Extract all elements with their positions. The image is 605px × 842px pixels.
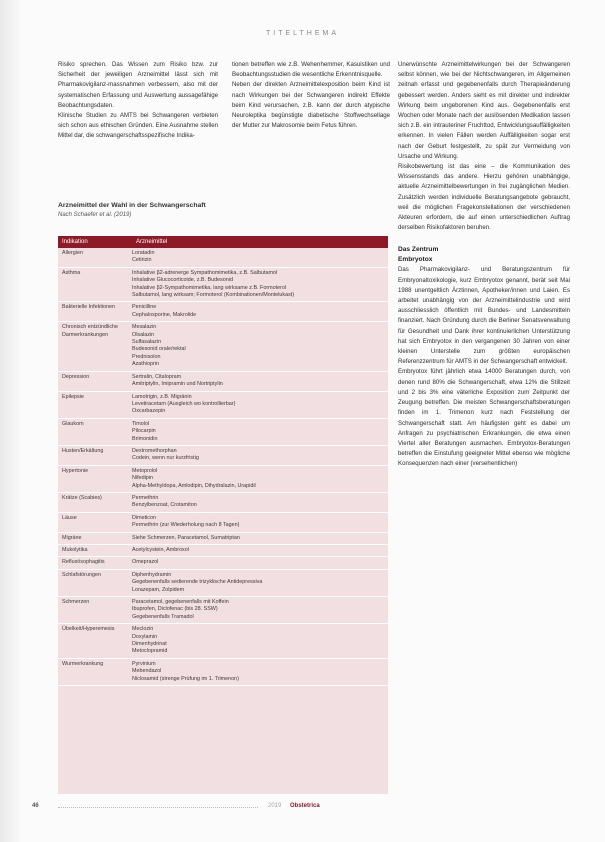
table-subtitle: Nach Schaefer et al. (2019) [58,212,132,218]
drug-entry: Dimenhydrinat [132,641,167,648]
drug-entry: Pyrvinium [132,660,156,667]
drug-entry: Lamotrigin, z.B. Migränin [132,393,192,400]
indication-cell: Glaukom [62,420,84,427]
paragraph: Risikobewertung ist das eine – die Kommunikation des Wissensstands das andere. Hierzu gehören unabhängige, aktuelle Arzneimittelbewertungen in frei zugänglichen Medien. Zusätzlich werden individuelle Beratungsangebote gebraucht, weil die möglichen Fragekonstellationen der verschiedenen Akteuren erfordern, die auf einen unterschiedlichen Auftrag derselben Risikofaktoren beruhen. [398,163,570,232]
indication-cell: Depression [62,373,90,380]
drug-entry: Doxylamin [132,633,158,640]
drug-entry: Azathioprin [132,361,159,368]
drug-entry: Cetirizin [132,257,152,264]
drug-entry: Dimeticon [132,514,156,521]
drug-entry: Nifedipin [132,475,153,482]
drug-entry: Budesonid orale/rektal [132,346,186,353]
drug-entry: Loratadin [132,250,155,256]
drug-entry: Metoclopramid [132,648,168,655]
table-row [58,446,388,466]
indication-cell: Husten/Erkältung [62,447,104,454]
indication-cell: Schmerzen [62,599,90,606]
paragraph: Unerwünschte Arzneimittelwirkungen bei der Schwangeren selbst können, wie bei der Nichtschwangeren, im Allgemeinen zeitnah erfasst und gegebenenfalls durch Therapieänderung gebessert werden. Anders sieht es mit direkter und indirekter Wirkung beim ungeborenen Kind aus. Gegebenenfalls erst Wochen oder Monate nach der auslösenden Medikation lassen sich z.B. ein intrauteriner Fruchttod, Entwicklungsauffälligkeiten erkennen. In vielen Fällen werden Auffälligkeiten sogar erst nach der Geburt festgestellt, zu spät zur Vermeidung von Ursache und Wirkung. [398,61,570,160]
drug-entry: Inhalative β2-Sympathomimetika, lang wirksame z.B. Formoterol [132,284,287,291]
drugs-cell [128,302,388,321]
drugs-cell [128,493,388,512]
journal-name: Obstetrica [290,803,320,809]
drugs-cell [128,446,388,465]
table-header [58,236,388,248]
indication-cell: Krätze (Scabies) [62,494,102,501]
drugs-cell [128,624,388,658]
paragraph: tionen betreffen wie z.B. Wehenhemmer, Kasuistiken und Beobachtungsstudien die wesentliche Erkenntnisquelle. [232,61,390,79]
table-row [58,268,388,303]
drug-entry: Diphenhydramin [132,571,172,578]
paragraph: Klinische Studien zu AMTS bei Schwangeren verbieten sich schon aus ethischen Gründen. Eine Ausnahme stellen Mittel dar, die schwangerschaftsspezifische Indika- [58,112,218,140]
table-row [58,372,388,392]
drug-entry: Codein, wenn nur kurzfristig [132,455,199,462]
drug-entry: Penicilline [132,304,157,311]
drug-entry: Brimonidin [132,435,158,442]
drug-entry: Amitriptylin, Imipramin und Nortriptylin [132,381,223,388]
drug-entry: Permethrin (zur Wiederholung nach 8 Tagen) [132,522,240,529]
drug-entry: Gegebenenfalls sedierende trizyklische Antidepressiva [132,579,263,586]
drug-entry: Sulfasalazin [132,339,162,346]
drug-entry: Paracetamol, gegebenenfalls mit Koffein [132,599,229,606]
table-row [58,322,388,371]
paragraph: Risiko sprechen. Das Wissen zum Risiko bzw. zur Sicherheit der jeweiligen Arzneimittel lässt sich mit Pharmakovigilanz-massnahmen verbessern, also mit der systematischen Erfassung und Auswertung aussagefähige Beobachtungsdaten. [58,61,218,109]
page-footer [32,803,570,813]
indication-cell: Chronisch entzündliche Darmerkrankungen [62,324,119,338]
table-title: Arzneimittel der Wahl in der Schwangerschaft [58,202,206,209]
drugs-cell [128,248,388,267]
drug-entry: Dextromethorphan [132,447,177,454]
table-row [58,493,388,513]
table-row [58,570,388,597]
drugs-cell [128,557,388,568]
table-row [58,624,388,659]
drug-entry: Acetylcystein, Ambroxol [132,547,189,553]
drug-entry: Benzylbenzoat, Crotamiton [132,502,197,509]
drugs-cell [128,372,388,391]
table-row [58,419,388,446]
footer-year: 2019 [268,803,282,809]
drugs-cell [128,268,388,302]
drug-entry: Metoprolol [132,467,158,474]
table-row [58,248,388,268]
drug-entry: Gegebenenfalls Tramadol [132,613,194,620]
drug-entry: Meclozin [132,626,154,633]
column-2 [232,60,390,131]
indication-cell: Mukolytika [62,547,88,553]
drugs-cell [128,545,388,556]
table-row [58,302,388,322]
table-row [58,659,388,686]
table-body [58,248,388,686]
indication-cell: Wurmerkrankung [62,660,104,667]
indication-cell: Läuse [62,514,77,521]
indication-cell: Epilepsie [62,393,84,400]
drug-entry: Pilocarpin [132,428,156,435]
drugs-cell [128,322,388,370]
table-row [58,533,388,545]
table-row [58,466,388,493]
indication-cell: Refluxösophagitis [62,559,105,566]
drugs-cell [128,466,388,492]
table-row [58,545,388,557]
drugs-cell [128,392,388,418]
drug-entry: Salbutamol, lang wirksam; Formoterol (Kombinationen/Montelukast) [132,292,295,299]
drug-entry: Omeprazol [132,559,159,566]
indication-cell: Asthma [62,269,81,276]
drugs-cell [128,570,388,596]
header-indication: Indikation [62,239,88,245]
drug-entry: Cephalosporine, Makrolide [132,311,197,318]
drug-entry: Timolol [132,420,150,427]
indication-cell: Hypertonie [62,467,89,474]
drug-entry: Inhalative β2-adrenerge Sympathomimetika, z.B. Salbutamol [132,269,278,276]
indication-cell: Schlafstörungen [62,571,101,578]
table-row [58,557,388,569]
drug-entry: Sertralin, Citalopram [132,373,182,380]
page-number: 46 [32,803,39,809]
paragraph: Embryotox führt jährlich etwa 14000 Beratungen durch, von denen rund 80% die Schwangerschaft, etwa 12% die Stillzeit und 2 bis 3% eine väterliche Exposition zum Zeitpunkt der Zeugung betreffen. Die meisten Schwangerschaftsberatungen finden im 1. Trimenon kurz nach Feststellung der Schwangerschaft statt. Am häufigsten geht es dabei um Anfragen zu psychiatrischen Erkrankungen, die etwa einen Viertel aller Beratungen ausmachen. Embryotox-Beratungen betreffen die Einstufung geeigneter Mittel ebenso wie mögliche Konsequenzen nach einer (versehentlichen) [398,368,570,468]
table-row [58,597,388,624]
drugs-cell [128,659,388,685]
paragraph: Das Pharmakovigilanz- und Beratungszentrum für Embryonaltoxikologie, kurz Embryotox genannt, berät seit Mai 1988 unentgeltlich Ärztinnen, Apotheker/innen und Laien. Es arbeitet unabhängig von der Arzneimittelindustrie und wird ausschliesslich öffentlich mit Bundes- und Landesmitteln finanziert. Nach Gründung durch die Berliner Senatsverwaltung für Gesundheit und Dank ihrer kontinuierlichen Unterstützung hat sich Embryotox in den vergangenen 30 Jahren von einer kleinen Unterstelle zum größten europäischen Referenzzentrum für AMTS in der Schwangerschaft entwickelt. [398,266,570,366]
section-header: TITELTHEMA [265,30,340,37]
scan-edge [0,0,22,842]
column-3 [398,60,570,470]
drug-entry: Siehe Schmerzen, Paracetamol, Sumatriptan [132,534,240,541]
indication-cell: Bakterielle Infektionen [62,304,116,311]
drug-entry: Alpha-Methyldopa, Amlodipin, Dihydralazin, Urapidil [132,482,256,489]
section-heading: Embryotox [398,256,433,264]
table-row [58,513,388,533]
indication-cell: Migräne [62,534,82,541]
drug-entry: Oxcarbazepin [132,408,166,415]
drug-entry: Mesalazin [132,324,157,331]
drug-entry: Ibuprofen, Diclofenac (bis 28. SSW) [132,606,218,613]
header-drugs: Arzneimittel [136,239,168,245]
drug-entry: Inhalative Glucocorticoide, z.B. Budesonid [132,277,233,284]
table-row [58,392,388,419]
drugs-cell [128,533,388,544]
drug-entry: Permethrin [132,494,159,501]
drug-entry: Prednisolon [132,353,161,360]
drug-table [58,236,388,794]
paragraph: Neben der direkten Arzneimittelexposition beim Kind ist nach Wirkungen bei der Schwangeren indirekt Effekte beim Kind verursachen, z.B. kann der durch atypische Neuroleptika begünstigte diabetische Stoffwechsellage der Mutter zur Makrosomie beim Fetus führen. [232,81,390,130]
footer-rule [58,807,258,808]
column-1 [58,60,218,142]
drugs-cell [128,513,388,532]
drug-entry: Lorazepam, Zolpidem [132,586,185,593]
drug-entry: Levetiracetam (Ausgleich wo kontrollierbar) [132,400,236,407]
drugs-cell [128,419,388,445]
indication-cell: Übelkeit/Hyperemesis [62,626,115,633]
section-heading: Das Zentrum [398,246,439,254]
drug-entry: Niclosamid (strenge Prüfung im 1. Trimenon) [132,675,239,682]
indication-cell: Allergien [62,250,83,256]
drugs-cell [128,597,388,623]
drug-entry: Olsalazin [132,331,155,338]
drug-entry: Mebendazol [132,668,162,675]
